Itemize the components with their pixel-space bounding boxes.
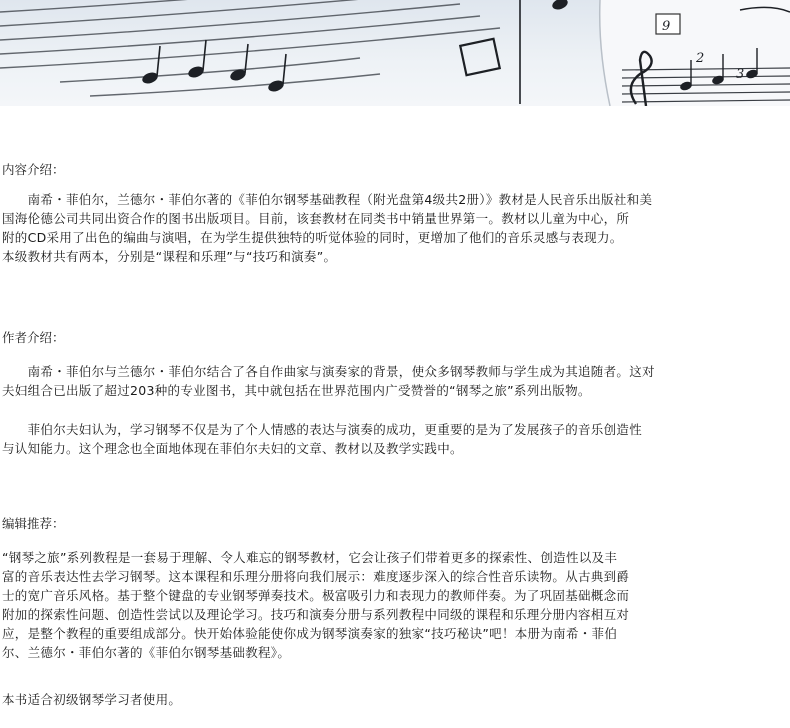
text-line: 国海伦德公司共同出资合作的图书出版项目。目前，该套教材在同类书中销量世界第一。教材以儿童为中心，所 xyxy=(2,211,630,226)
content-intro-paragraph xyxy=(2,190,788,266)
page-number: 9 xyxy=(662,19,671,34)
editor-recommend-note xyxy=(2,690,788,709)
text-line: 本级教材共有两本，分别是“课程和乐理”与“技巧和演奏”。 xyxy=(2,249,337,264)
text-line: 南希・菲伯尔，兰德尔・菲伯尔著的《菲伯尔钢琴基础教程（附光盘第4级共2册）》教材是人民音乐出版社和美 xyxy=(2,192,653,207)
editor-recommend-heading: 编辑推荐： xyxy=(2,516,65,531)
text-line: 附加的探索性问题、创造性尝试以及理论学习。技巧和演奏分册与系列教程中同级的课程和乐理分册内容相互对 xyxy=(2,607,630,622)
text-line: 夫妇组合已出版了超过203种的专业图书，其中就包括在世界范围内广受赞誉的“钢琴之旅”系列出版物。 xyxy=(2,383,591,398)
editor-recommend-paragraph xyxy=(2,548,788,662)
text-line: 菲伯尔夫妇认为，学习钢琴不仅是为了个人情感的表达与演奏的成功，更重要的是为了发展孩子的音乐创造性 xyxy=(2,422,643,437)
text-line: 士的宽广音乐风格。基于整个键盘的专业钢琴弹奏技术。极富吸引力和表现力的教师伴奏。为了巩固基础概念而 xyxy=(2,588,630,603)
text-line: 富的音乐表达性去学习钢琴。这本课程和乐理分册将向我们展示：难度逐步深入的综合性音乐读物。从古典到爵 xyxy=(2,569,630,584)
text-line: 本书适合初级钢琴学习者使用。 xyxy=(2,692,182,707)
fingering-number: 2 xyxy=(696,51,705,66)
banner-image xyxy=(0,0,790,106)
sheet-music-illustration xyxy=(0,0,790,106)
text-line: 尔、兰德尔・菲伯尔著的《菲伯尔钢琴基础教程》。 xyxy=(2,645,291,660)
author-intro-paragraph-2 xyxy=(2,420,788,458)
author-intro-heading: 作者介绍： xyxy=(2,330,65,345)
fingering-number: 3 xyxy=(736,67,745,82)
text-line: 南希・菲伯尔与兰德尔・菲伯尔结合了各自作曲家与演奏家的背景，使众多钢琴教师与学生成为其追随者。这对 xyxy=(2,364,655,379)
text-line: 附的CD采用了出色的编曲与演唱，在为学生提供独特的听觉体验的同时，更增加了他们的音乐灵感与表现力。 xyxy=(2,230,623,245)
text-line: 应，是整个教程的重要组成部分。快开始体验能使你成为钢琴演奏家的独家“技巧秘诀”吧！本册为南希・菲伯 xyxy=(2,626,618,641)
author-intro-paragraph-1 xyxy=(2,362,788,400)
text-line: “钢琴之旅”系列教程是一套易于理解、令人难忘的钢琴教材，它会让孩子们带着更多的探索性、创造性以及丰 xyxy=(2,550,618,565)
text-line: 与认知能力。这个理念也全面地体现在菲伯尔夫妇的文章、教材以及教学实践中。 xyxy=(2,441,463,456)
content-intro-heading: 内容介绍： xyxy=(2,162,65,177)
